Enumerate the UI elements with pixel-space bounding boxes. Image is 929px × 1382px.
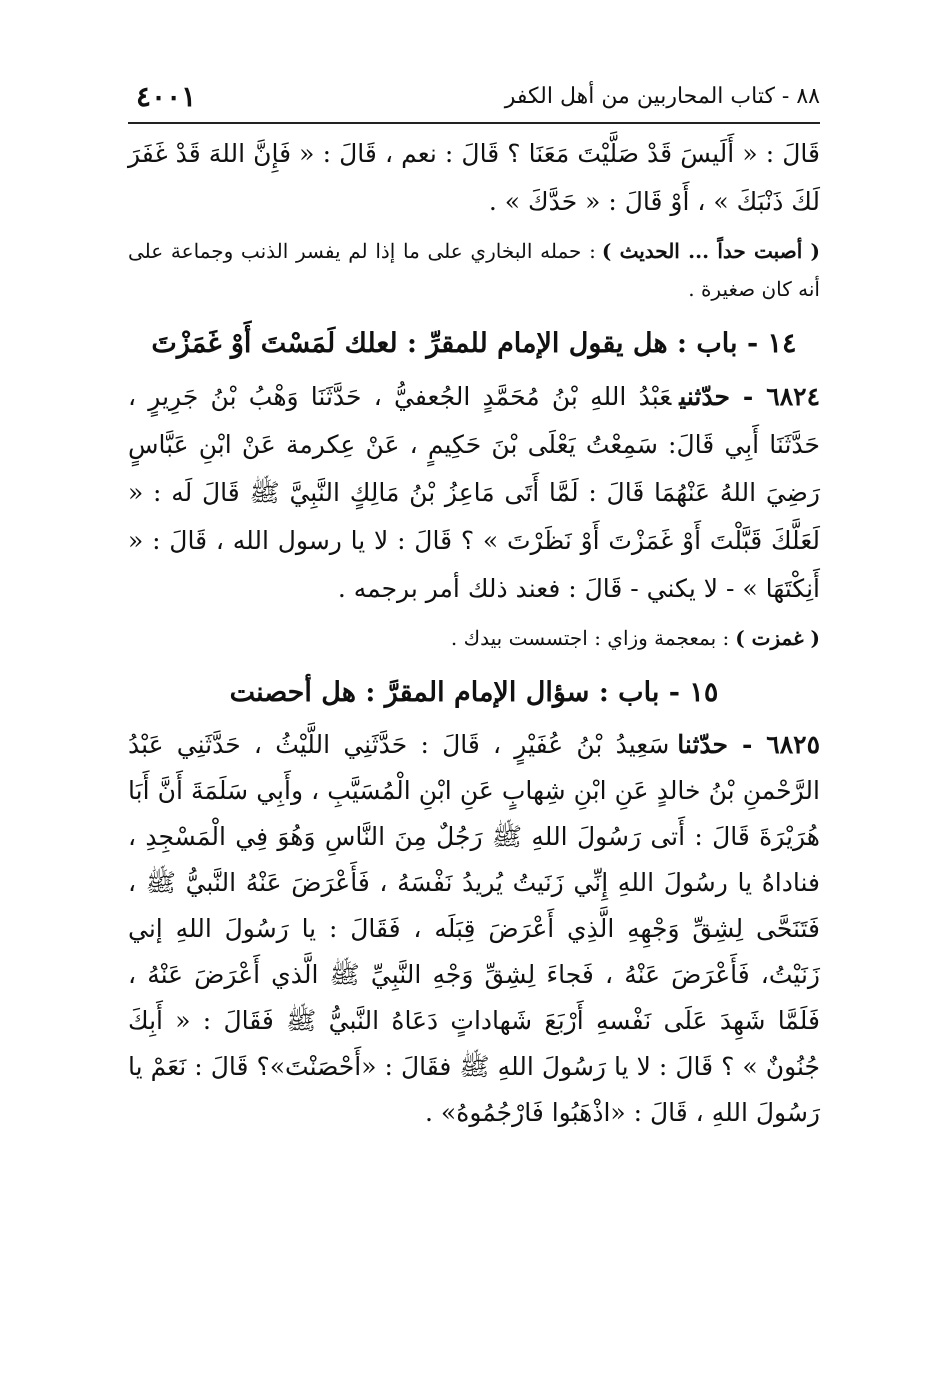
hadith-6824	[128, 373, 820, 613]
chapter-15-heading: ١٥ - باب : سؤال الإمام المقرَّ : هل أحصنت	[229, 677, 719, 708]
commentary-note-2	[128, 619, 820, 657]
note-1-lead: ( أصبت حداً ... الحديث )	[601, 239, 821, 263]
hadith-6825	[128, 722, 820, 1136]
note-2-lead: ( غمزت )	[735, 626, 820, 650]
hadith-6825-text: سَعِيدُ بْنُ عُفَيْرٍ ، قَالَ : حَدَّثَنِي اللَّيْثُ ، حَدَّثَنِي عَبْدُ الرَّحْمنِ بْنُ خالدٍ عَنِ ابْنِ شِهابٍ عَنِ ابْنِ الْمُسَيَّبِ ، وأَبِي سَلَمَةَ أَنَّ أَبَا هُرَيْرَةَ قَالَ : أَتى رَسُولَ اللهِ ﷺ رَجُلٌ مِنَ النَّاسِ وَهُوَ فِي الْمَسْجِدِ ، فناداهُ يا رسُولَ اللهِ إِنِّي زَنَيتُ يُريدُ نَفْسَهُ ، فَأَعْرَضَ عَنْهُ النَّبيُّ ﷺ ، فَتَنَحَّى لِشِقِّ وَجْهِهِ الَّذِي أَعْرَضَ قِبَلَه ، فَقَالَ : يا رَسُولَ اللهِ إني زَنَيْتُ، فَأَعْرَضَ عَنْهُ ، فَجاءَ لِشِقِّ وَجْهِ النَّبِيِّ ﷺ الَّذي أَعْرَضَ عَنْهُ ، فَلَمَّا شَهِدَ عَلَى نَفْسهِ أَرْبَعَ شَهاداتٍ دَعَاهُ النَّبيُّ ﷺ فَقَالَ : « أَبِكَ جُنُونٌ » ؟ قَالَ : لا يا رَسُولَ اللهِ ﷺ فقَالَ : «أَحْصَنْتَ»؟ قَالَ : نَعَمْ يا رَسُولَ اللهِ ، قَالَ : «اذْهَبُوا فَارْجُمُوهُ» .	[128, 730, 820, 1127]
running-title: ٨٨ - كتاب المحاربين من أهل الكفر	[504, 84, 820, 109]
note-1-text: : حمله البخاري على ما إذا لم يفسر الذنب وجماعة على أنه كان صغيرة .	[128, 239, 820, 301]
hadith-6825-number: ٦٨٢٥ - حدّثنا	[677, 730, 820, 759]
top-continuation-text: قَالَ : « أَلَيسَ قَدْ صَلَّيْتَ مَعَنَا ؟ قَالَ : نعم ، قَالَ : « فَإِنَّ اللهَ قَدْ غَفَرَ لَكَ ذَنْبَكَ » ، أَوْ قَالَ : « حَدَّكَ » .	[128, 139, 820, 216]
commentary-note-1	[128, 232, 820, 308]
hadith-6824-number: ٦٨٢٤ - حدّثني	[679, 382, 820, 411]
running-header	[128, 70, 820, 124]
page-number: ٤٠٠١	[136, 80, 197, 113]
hadith-6824-text: عَبْدُ اللهِ بْنُ مُحَمَّدٍ الجُعفيُّ ، حَدَّثَنَا وَهْبُ بْنُ جَرِيرٍ ، حَدَّثَنَا أَبِي قَالَ: سَمِعْتُ يَعْلَى بْنَ حَكِيمٍ ، عَنْ عِكرمة عَنْ ابْنِ عَبَّاسٍ رَضِيَ اللهُ عَنْهُمَا قَالَ : لَمَّا أَتَى مَاعِزُ بْنُ مَالِكٍ النَّبِيَّ ﷺ قَالَ لَه : « لَعَلَّكَ قَبَّلْتَ أَوْ غَمَزْتَ أَوْ نَظَرْتَ » ؟ قَالَ : لا يا رسول الله ، قَالَ : « أَنِكْتَهَا » - لا يكني - قَالَ : فعند ذلك أمر برجمه .	[128, 382, 820, 603]
note-2-text: : بمعجمة وزاي : اجتسست بيدك .	[450, 626, 730, 650]
book-page	[128, 70, 820, 1136]
chapter-14-heading: ١٤ - باب : هل يقول الإمام للمقرِّ : لعلك لَمَسْتَ أَوْ غَمَزْتَ	[151, 328, 797, 359]
